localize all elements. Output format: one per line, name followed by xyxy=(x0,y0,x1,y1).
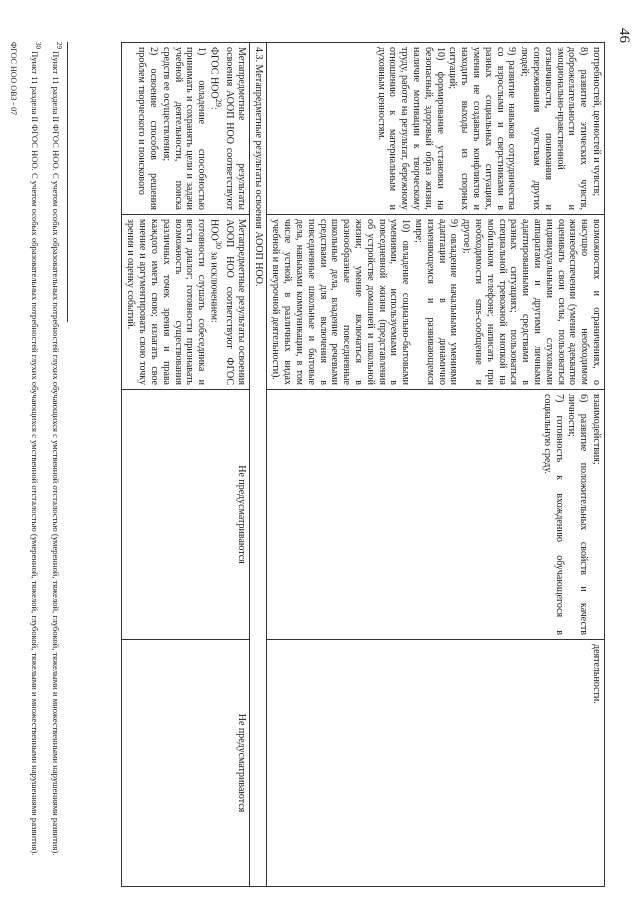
page-number: 46 xyxy=(616,28,632,43)
footnote-ref: 30 xyxy=(214,240,224,249)
footnote xyxy=(30,42,42,882)
footnote-text: Пункт 11 раздела II ФГОС НОО. С учетом особых образовательных потребностей глухих обучающихся с умственной отсталостью (умеренной, тяжелой, глубокой, тяжелыми и множественными нарушениями развития). xyxy=(51,51,62,856)
section-heading: 4.3. Метапредметные результаты освоения АООП НОО. xyxy=(249,43,266,887)
cell-variant-3-meta: Не предусматриваются xyxy=(121,390,249,640)
footnote-divider xyxy=(67,42,68,322)
results-table xyxy=(121,42,605,887)
section-heading-row xyxy=(249,43,266,887)
footnote-mark: 29 xyxy=(55,42,63,49)
cell-variant-1-meta xyxy=(121,43,249,215)
paragraph: 9) развитие навыков сотрудничества со взрослыми и сверстниками в разных социальных ситуациях, умения не создавать конфликтов и находить выходы из спорных ситуаций; xyxy=(447,47,518,210)
paragraph: 10) овладение социально-бытовыми умениями, используемыми в повседневной жизни (представления об устройстве домашней и школьной жизни; умение включаться в разнообразные повседневные школьные дела, владение речевыми средствами для включения в повседневные школьные и бытовые дела, навыками коммуникации, в том числе устной, в различных видах учебной и внеурочной деятельности). xyxy=(270,219,412,385)
intro-text: Метапредметные результаты освоения АООП НОО соответствуют ФГОС НОО xyxy=(208,47,247,210)
intro-text: Метапредметные результаты освоения АООП НОО соответствуют ФГОС НОО xyxy=(208,219,247,385)
cell-variant-4-personal xyxy=(266,640,604,887)
cell-variant-2-meta xyxy=(121,215,249,390)
paragraph: взаимодействия; xyxy=(591,394,602,465)
paragraph xyxy=(208,219,247,385)
paragraph xyxy=(208,47,247,210)
paragraph: деятельности. xyxy=(591,644,602,704)
paragraph: 2) освоение способов решения проблем творческого и поискового xyxy=(136,47,159,210)
paragraph: 10) формирование установки на безопасный, здоровый образ жизни, наличие мотивации к творческому труду, работе на результат, бережному отношению к материальным и духовным ценностям. xyxy=(375,47,446,210)
cell-variant-1-personal xyxy=(266,43,604,215)
footnote-text: Пункт 11 раздела II ФГОС НОО. С учетом особых образовательных потребностей глухих обучающихся с умственной отсталостью (умеренной, тяжелой, глубокой, тяжелыми и множественными нарушениями развития). xyxy=(30,51,41,856)
paragraph: 1) овладение способностью принимать и сохранять цели и задачи учебной деятельности, поиска средств ее осуществления; xyxy=(160,47,208,210)
paragraph: возможностях и ограничениях, о насущно необходимом жизнеобеспечении (умение адекватно оценивать свои силы, пользоваться индивидуальными слуховыми аппаратами и другими личными адаптированными средствами в разных ситуациях; пользоваться специальной тревожной кнопкой на мобильном телефоне; написать при необходимости sms-сообщение и другое); xyxy=(461,219,602,385)
paragraph: 6) развитие положительных свойств и качеств личности; xyxy=(566,394,590,635)
paragraph: 9) овладение начальными умениями адаптации в динамично изменяющемся и развивающемся мире; xyxy=(413,219,460,385)
table-row xyxy=(121,43,249,887)
cell-variant-3-personal xyxy=(266,390,604,640)
paragraph: 8) развитие этических чувств, доброжелательности и эмоционально-нравственной отзывчивости, понимания и сопереживания чувствам других людей; xyxy=(519,47,590,210)
table-row xyxy=(266,43,604,887)
footnote xyxy=(51,42,63,882)
paragraph: 7) готовность к вхождению обучающегося в социальную среду. xyxy=(541,394,565,635)
footnote-ref: 29 xyxy=(214,98,224,107)
cell-variant-2-personal xyxy=(266,215,604,390)
footnote-mark: 30 xyxy=(34,42,42,49)
intro-end: : xyxy=(208,106,220,110)
cell-variant-4-meta: Не предусматриваются xyxy=(121,640,249,887)
paragraph: готовности слушать собеседника и вести диалог; готовности признавать возможность существования различных точек зрения и права каждого иметь свою; излагать свое мнение и аргументировать свою точку зрения и оценку событий. xyxy=(125,219,208,385)
intro-end: за исключением: xyxy=(208,249,220,323)
paragraph: потребностей, ценностей и чувств; xyxy=(591,47,602,197)
document-footer: ФГОС НОО ОВЗ - 07 xyxy=(9,42,18,116)
